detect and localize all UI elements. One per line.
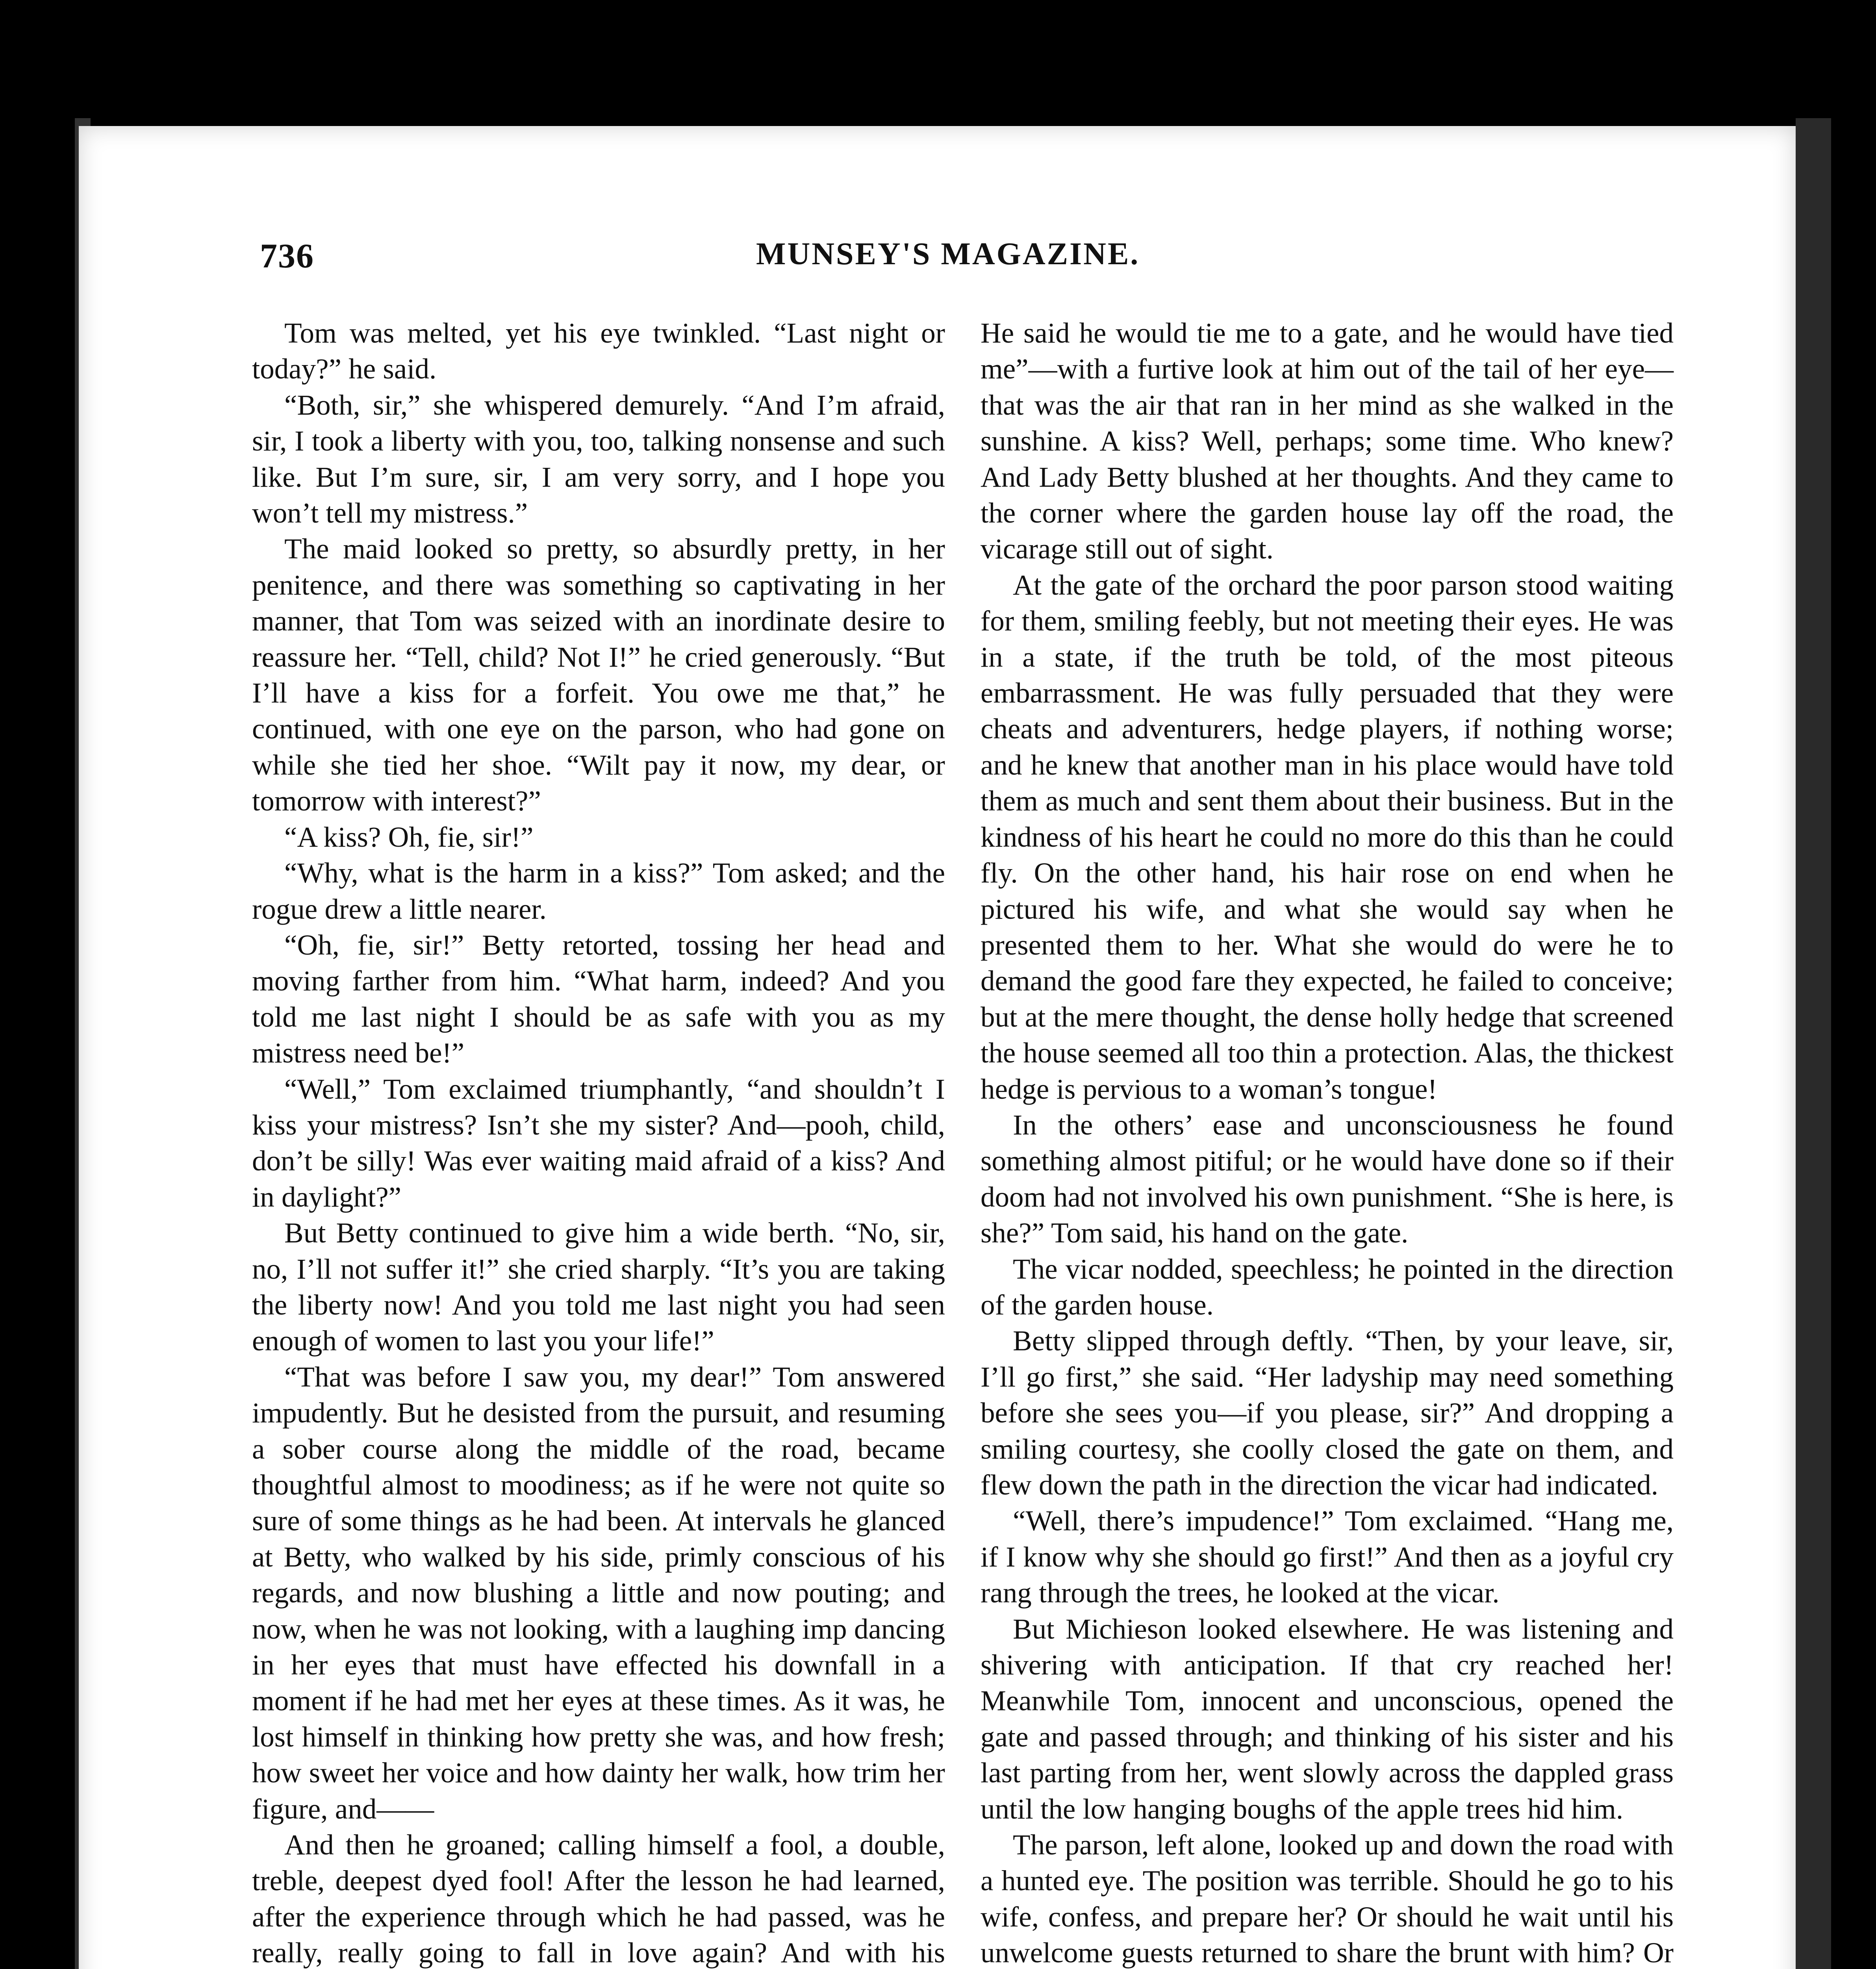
paragraph: At the gate of the orchard the poor parson stood waiting for them, smiling feebly, but not meeting their eyes. He was in a state, if the truth be told, of the most piteous embarrassment. He was fully persuaded that they were cheats and adventurers, hedge players, if nothing worse; and he knew that another man in his place would have told them as much and sent them about their business. But in the kindness of his heart he could no more do this than he could fly. On the other hand, his hair rose on end when he pictured his wife, and what she would say when he presented them to her. What she would do were he to demand the good fare they expected, he failed to conceive; but at the mere thought, the dense holly hedge that screened the house seemed all too thin a protection. Alas, the thickest hedge is pervious to a woman’s tongue! [981,569,1674,1105]
paragraph: Betty slipped through deftly. “Then, by your leave, sir, I’ll go first,” she said. “Her ladyship may need something before she sees you—if you please, sir?” And dropping a smiling courtesy, she coolly closed the gate on them, and flew down the path in the direction the vicar had indicated. [981,1325,1674,1501]
paragraph: But Betty continued to give him a wide berth. “No, sir, no, I’ll not suffer it!” she cried sharply. “It’s you are taking the liberty now! And you told me last night you had seen enough of women to last you your life!” [252,1217,945,1357]
paragraph: The vicar nodded, speechless; he pointed in the direction of the garden house. [981,1253,1674,1321]
running-title: MUNSEY'S MAGAZINE. [756,237,1140,271]
paragraph: In the others’ ease and unconsciousness he found something almost pitiful; or he would have done so if their doom had not involved his own punishment. “She is here, is she?” Tom said, his hand on the gate. [981,1109,1674,1249]
paragraph: “Well, there’s impudence!” Tom exclaimed. “Hang me, if I know why she should go first!” And then as a joyful cry rang through the trees, he looked at the vicar. [981,1505,1674,1609]
paragraph: The parson, left alone, looked up and down the road with a hunted eye. The position was terrible. Should he go to his wife, confess, and prepare her? Or should he wait until his unwelcome guests returned to share the brunt with him? Or [981,1829,1674,1969]
paragraph: “Why, what is the harm in a kiss?” Tom asked; and the rogue drew a little nearer. [252,857,945,925]
paragraph: And then he groaned; calling himself a fool, a double, treble, deepest dyed fool! After the lesson he had learned, after the experience through which he had passed, was he really, really going to fall in love again? And with his [252,1829,945,1969]
right-text-column [981,315,1674,1969]
paragraph: “A kiss? Oh, fie, sir!” [284,821,534,853]
paragraph: But Michieson looked elsewhere. He was listening and shivering with anticipation. If that cry reached her! Meanwhile Tom, innocent and unconscious, opened the gate and passed through; and thinking of his sister and his last parting from her, went slowly across the dappled grass until the low hanging boughs of the apple trees hid him. [981,1613,1674,1825]
paragraph: “Oh, fie, sir!” Betty retorted, tossing her head and moving farther from him. “What harm, indeed? And you told me last night I should be as safe with you as my mistress need be!” [252,929,945,1069]
paragraph: “That was before I saw you, my dear!” Tom answered impudently. But he desisted from the pursuit, and resuming a sober course along the middle of the road, became thoughtful almost to moodiness; as if he were not quite so sure of some things as he had been. At intervals he glanced at Betty, who walked by his side, primly conscious of his regards, and now blushing a little and now pouting; and now, when he was not looking, with a laughing imp dancing in her eyes that must have effected his downfall in a moment if he had met her eyes at these times. As it was, he lost himself in thinking how pretty she was, and how fresh; how sweet her voice and how dainty her walk, how trim her figure, and—— [252,1361,945,1825]
page-number: 736 [260,237,314,275]
paragraph: The maid looked so pretty, so absurdly pretty, in her penitence, and there was something so captivating in her manner, that Tom was seized with an inordinate desire to reassure her. “Tell, child? Not I!” he cried generously. “But I’ll have a kiss for a forfeit. You owe me that,” he continued, with one eye on the parson, who had gone on while she tied her shoe. “Wilt pay it now, my dear, or tomorrow with interest?” [252,533,945,817]
binding-shadow-right [1796,118,1831,1969]
paragraph: He said he would tie me to a gate, and he would have tied me”—with a furtive look at him out of the tail of her eye—that was the air that ran in her mind as she walked in the sunshine. A kiss? Well, perhaps; some time. Who knew? And Lady Betty blushed at her thoughts. And they came to the corner where the garden house lay off the road, the vicarage still out of sight. [981,317,1674,565]
left-text-column [252,315,945,1969]
page-header [260,236,1717,284]
paragraph: “Both, sir,” she whispered demurely. “And I’m afraid, sir, I took a liberty with you, too, talking nonsense and such like. But I’m sure, sir, I am very sorry, and I hope you won’t tell my mistress.” [252,389,945,529]
paragraph: “Well,” Tom exclaimed triumphantly, “and shouldn’t I kiss your mistress? Isn’t she my sister? And—pooh, child, don’t be silly! Was ever waiting maid afraid of a kiss? And in daylight?” [252,1073,945,1213]
paragraph: Tom was melted, yet his eye twinkled. “Last night or today?” he said. [252,317,945,385]
